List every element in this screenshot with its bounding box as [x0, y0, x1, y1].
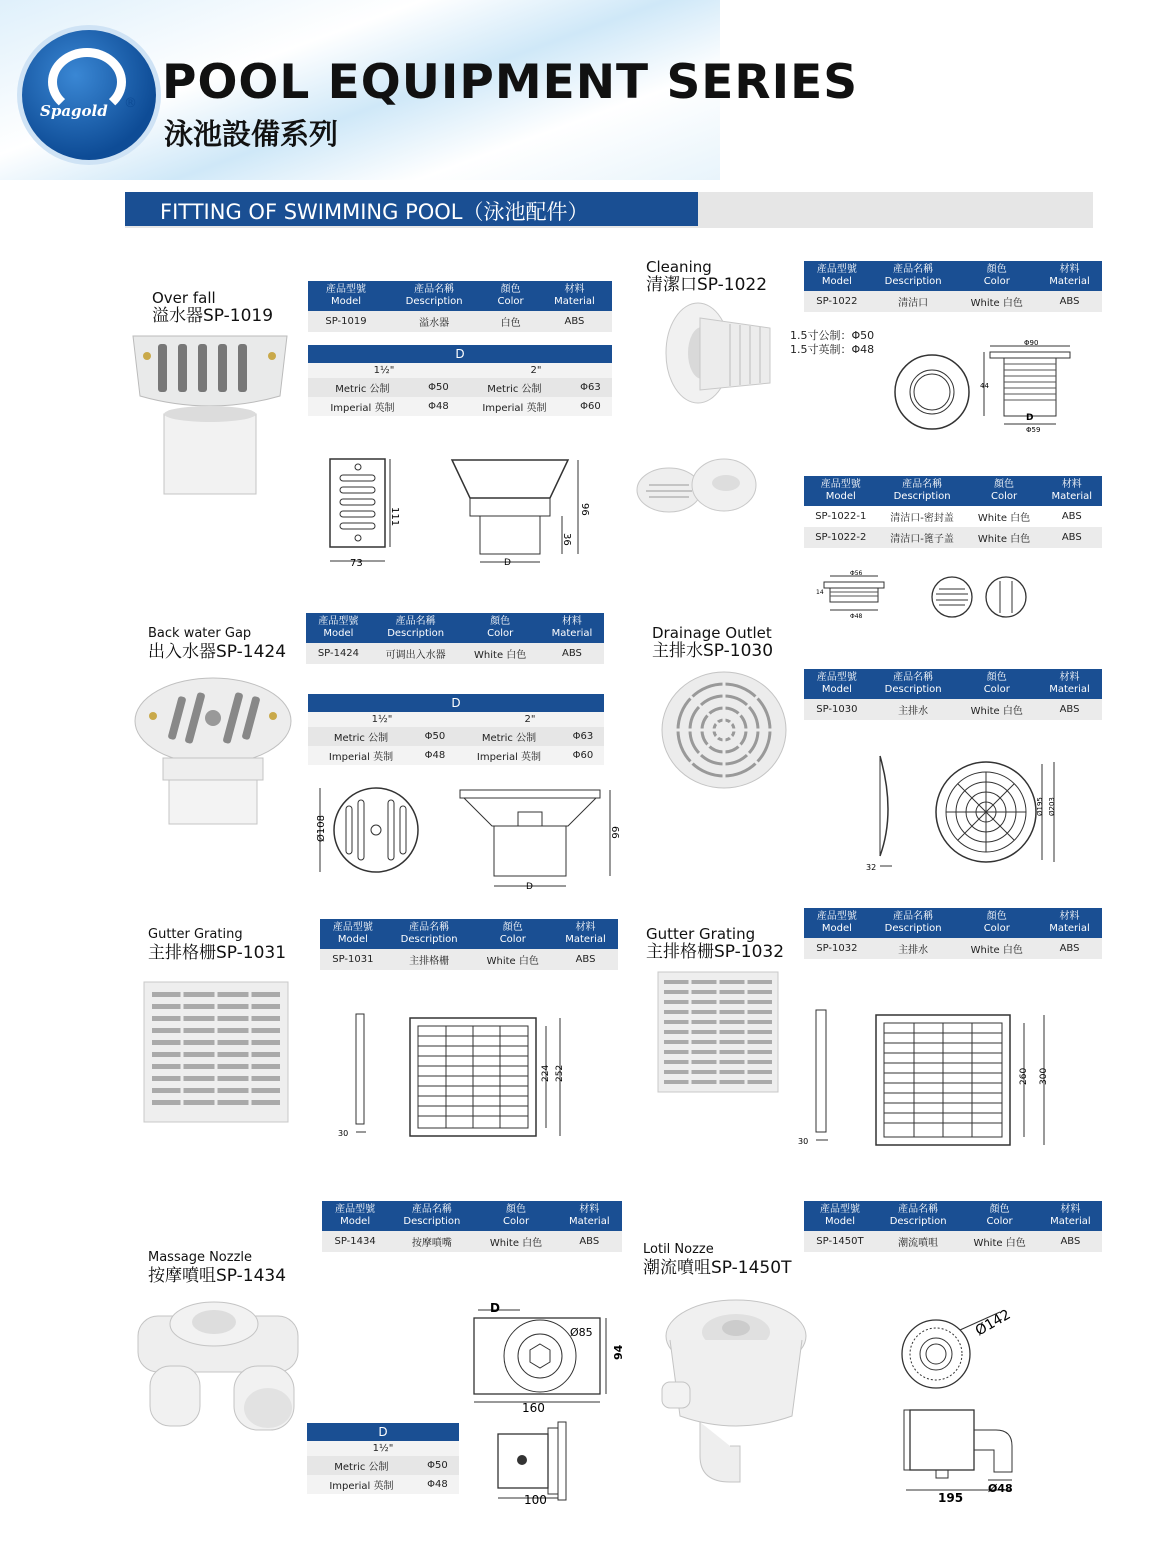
svg-text:Φ48: Φ48	[850, 613, 863, 620]
product-label-overfall	[152, 289, 273, 325]
page-title-cn: 泳池設備系列	[164, 117, 339, 151]
product-label-gutter2: Gutter Grating 主排格栅SP-1032	[646, 925, 785, 962]
spec-table-overfall: 產品型號 Model 產品名稱 Description 顏色 Color 材料 Material SP-1019 溢水器 白色 ABS	[308, 281, 612, 332]
spec-table-massage: 產品型號 Model 產品名稱 Description 顏色 Color 材料 Material SP-1434 按摩噴嘴 White 白色 ABS	[322, 1201, 622, 1252]
product-label-massage: Massage Nozzle 按摩噴咀SP-1434	[148, 1250, 287, 1286]
svg-text:66: 66	[609, 826, 620, 839]
svg-text:Ø142: Ø142	[972, 1306, 1014, 1340]
svg-text:D: D	[504, 558, 511, 568]
page-title: POOL EQUIPMENT SERIES	[162, 55, 859, 110]
product-label-lotil: Lotil Nozze 潮流噴咀SP-1450T	[643, 1242, 792, 1278]
drainage-photo	[660, 670, 788, 790]
drainage-drawing-side	[866, 752, 906, 874]
massage-drawing-side	[488, 1418, 588, 1508]
product-label-backwater: Back water Gap 出入水器SP-1424	[148, 626, 287, 662]
gutter1-drawing-top	[408, 1016, 578, 1140]
svg-text:Ø48: Ø48	[988, 1482, 1013, 1495]
model-cell: SP-1019	[308, 311, 384, 332]
svg-text:Φ59: Φ59	[1026, 426, 1041, 434]
svg-text:300: 300	[1039, 1067, 1049, 1085]
svg-text:44: 44	[980, 382, 989, 390]
backwater-drawing-side	[456, 786, 621, 896]
product-label-drainage: Drainage Outlet 主排水SP-1030	[652, 624, 774, 661]
svg-text:Ø195: Ø195	[1036, 797, 1044, 816]
svg-text:D: D	[490, 1301, 500, 1315]
backwater-drawing-top	[306, 786, 426, 876]
cleaning-cap-drawing-side	[816, 568, 896, 620]
product-label-cleaning: Cleaning 清潔口SP-1022	[646, 258, 768, 295]
brand-name: Spagold	[40, 102, 108, 120]
svg-text:D: D	[1026, 413, 1034, 423]
svg-text:30: 30	[798, 1137, 809, 1146]
section-title: FITTING OF SWIMMING POOL（泳池配件）	[160, 200, 589, 224]
gutter2-drawing-top	[874, 1013, 1060, 1149]
spec-table-cleaning: 產品型號 Model 產品名稱 Description 顏色 Color 材料 Material SP-1022 清洁口 White 白色 ABS	[804, 261, 1102, 312]
cleaning-drawing-top	[892, 352, 972, 432]
gutter2-drawing-side	[796, 1008, 836, 1148]
lotil-photo	[660, 1296, 810, 1488]
gutter1-photo	[142, 980, 290, 1125]
svg-text:32: 32	[866, 863, 877, 872]
svg-text:260: 260	[1019, 1067, 1029, 1085]
backwater-photo	[133, 676, 293, 826]
cleaning-photo	[660, 298, 790, 408]
overfall-drawing-front	[328, 455, 408, 570]
massage-drawing-top	[470, 1300, 625, 1420]
massage-photo	[134, 1296, 306, 1436]
lotil-drawing-top	[900, 1308, 1040, 1398]
svg-text:160: 160	[522, 1401, 545, 1415]
cleaning-drawing-side	[980, 339, 1080, 434]
svg-text:100: 100	[524, 1493, 547, 1507]
spec-table-lotil: 產品型號 Model 產品名稱 Description 顏色 Color 材料 Material SP-1450T 潮流噴咀 White 白色 ABS	[804, 1201, 1102, 1252]
svg-text:Ø203: Ø203	[1048, 797, 1056, 816]
svg-text:94: 94	[612, 1344, 625, 1360]
spec-table-backwater: 產品型號 Model 產品名稱 Description 顏色 Color 材料 Material SP-1424 可调出入水器 White 白色 ABS	[306, 613, 604, 664]
svg-text:30: 30	[338, 1129, 349, 1138]
gutter2-photo	[656, 970, 780, 1096]
lotil-drawing-side	[900, 1400, 1030, 1508]
drainage-drawing-top	[934, 760, 1064, 870]
cleaning-caps-photo	[634, 455, 764, 525]
svg-text:Φ56: Φ56	[850, 570, 863, 577]
svg-text:14: 14	[816, 589, 824, 596]
spec-table-drainage: 產品型號 Model 產品名稱 Description 顏色 Color 材料 Material SP-1030 主排水 White 白色 ABS	[804, 669, 1102, 720]
gutter1-drawing-side	[336, 1012, 376, 1142]
svg-text:96: 96	[579, 503, 590, 516]
registered-mark: ®	[124, 96, 137, 111]
d-table-massage: D 1½" Metric 公制 Φ50 Imperial 英制 Φ48	[307, 1423, 459, 1494]
svg-text:195: 195	[938, 1491, 964, 1505]
product-label-gutter1: Gutter Grating 主排格栅SP-1031	[148, 927, 287, 963]
svg-text:36: 36	[561, 533, 572, 546]
overfall-drawing-side	[450, 458, 600, 568]
product-name-cn: 溢水器SP-1019	[152, 306, 274, 326]
spec-table-gutter2: 產品型號 Model 產品名稱 Description 顏色 Color 材料 Material SP-1032 主排水 White 白色 ABS	[804, 908, 1102, 959]
d-table-backwater: D 1½" 2" Metric 公制 Φ50 Metric 公制 Φ63 Imperial 英制 Φ48 Imperial 英制 Φ60	[308, 694, 604, 765]
svg-text:Φ90: Φ90	[1024, 339, 1039, 347]
svg-text:224: 224	[541, 1064, 551, 1082]
spec-table-cleaning-caps: 產品型號 Model 產品名稱 Description 顏色 Color 材料 Material SP-1022-1 清洁口-密封盖 White 白色 ABS SP-1022-2 清洁口-篦子盖 White 白色 ABS	[804, 476, 1102, 548]
spec-table-gutter1: 產品型號 Model 產品名稱 Description 顏色 Color 材料 Material SP-1031 主排格栅 White 白色 ABS	[320, 919, 618, 970]
svg-text:252: 252	[555, 1064, 565, 1082]
svg-text:Ø108: Ø108	[316, 815, 327, 842]
svg-text:73: 73	[350, 558, 363, 569]
d-table-overfall: D 1½" 2" Metric 公制 Φ50 Metric 公制 Φ63 Imperial 英制 Φ48 Imperial 英制 Φ60	[308, 345, 612, 416]
cleaning-notes: 1.5寸公制：Φ50 1.5寸英制：Φ48	[790, 329, 875, 356]
svg-text:Ø85: Ø85	[570, 1326, 593, 1339]
svg-text:D: D	[526, 882, 533, 892]
overfall-photo	[130, 336, 290, 496]
product-name-en: Over fall	[152, 289, 216, 307]
cleaning-cap-drawing-top	[930, 575, 1030, 619]
svg-text:111: 111	[389, 507, 400, 527]
